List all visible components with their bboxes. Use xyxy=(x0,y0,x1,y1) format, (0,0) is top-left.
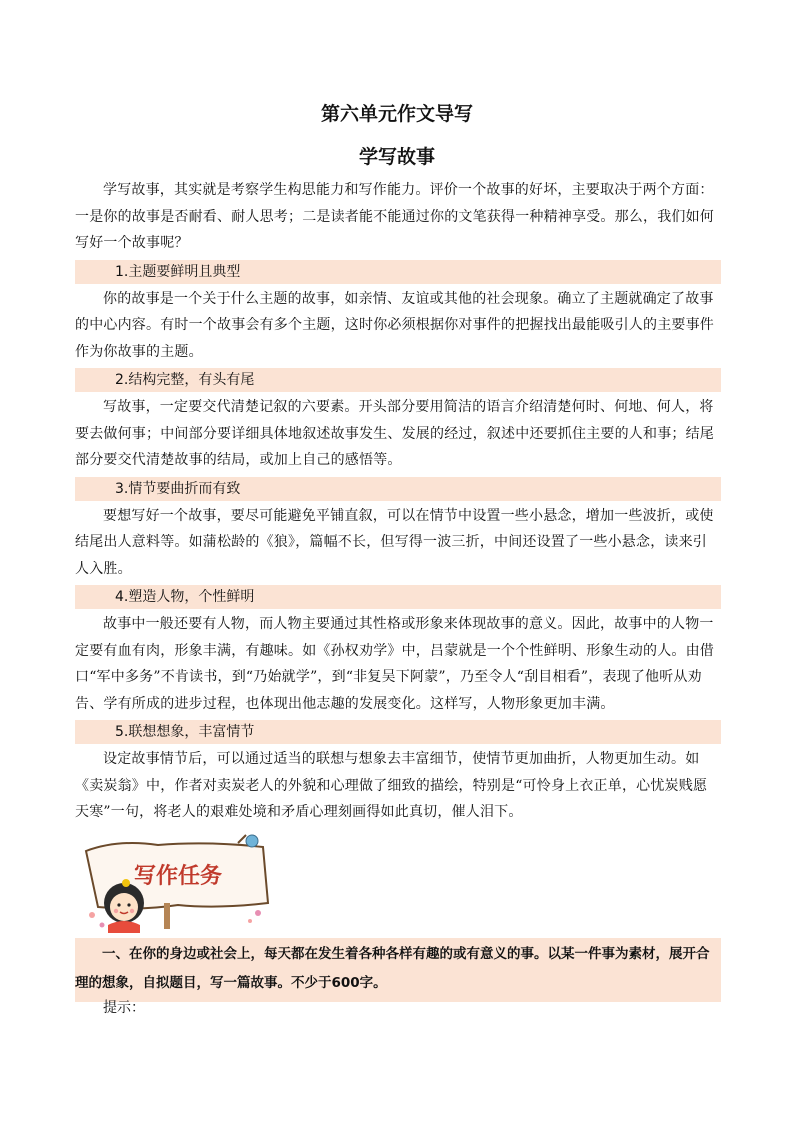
section-paragraph-5: 设定故事情节后，可以通过适当的联想与想象去丰富细节，使情节更加曲折，人物更加生动。如《卖炭翁》中，作者对卖炭老人的外貌和心理做了细致的描绘，特别是“可怜身上衣正单，心忧炭贱愿天寒”一句，将老人的艰难处境和矛盾心理刻画得如此真切，催人泪下。 xyxy=(75,751,708,820)
writing-task-banner xyxy=(78,833,278,933)
intro-paragraph: 学写故事，其实就是考察学生构思能力和写作能力。评价一个故事的好坏，主要取决于两个方面：一是你的故事是否耐看、耐人思考；二是读者能不能通过你的文笔获得一种精神享受。那么，我们如何写好一个故事呢？ xyxy=(75,182,714,251)
writing-task-label: 写作任务 xyxy=(133,863,223,889)
section-heading-1: 1.主题要鲜明且典型 xyxy=(75,260,721,284)
section-paragraph-1: 你的故事是一个关于什么主题的故事，如亲情、友谊或其他的社会现象。确立了主题就确定了故事的中心内容。有时一个故事会有多个主题，这时你必须根据你对事件的把握找出最能吸引人的主要事件作为你故事的主题。 xyxy=(75,290,714,360)
section-heading-2: 2.结构完整，有头有尾 xyxy=(75,368,721,392)
writing-task-text: 一、在你的身边或社会上，每天都在发生着各种各样有趣的或有意义的事。以某一件事为素材，展开合理的想象，自拟题目，写一篇故事。不少于600字。 xyxy=(75,938,721,1002)
hint-label: 提示： xyxy=(103,1000,145,1016)
section-paragraph-2: 写故事，一定要交代清楚记叙的六要素。开头部分要用简洁的语言介绍清楚何时、何地、何人，将要去做何事；中间部分要详细具体地叙述故事发生、发展的经过，叙述中还要抓住主要的人和事；结尾部分要交代清楚故事的结局，或加上自己的感悟等。 xyxy=(75,399,714,468)
section-heading-5: 5.联想想象，丰富情节 xyxy=(75,720,721,744)
section-heading-4: 4.塑造人物，个性鲜明 xyxy=(75,585,721,609)
section-paragraph-4: 故事中一般还要有人物，而人物主要通过其性格或形象来体现故事的意义。因此，故事中的人物一定要有血有肉，形象丰满，有趣味。如《孙权劝学》中，吕蒙就是一个个性鲜明、形象生动的人。由借口“军中多务”不肯读书，到“乃始就学”，到“非复吴下阿蒙”，乃至令人“刮目相看”，表现了他听从劝告、学有所成的进步过程，也体现出他志趣的发展变化。这样写，人物形象更加丰满。 xyxy=(75,616,714,712)
page-subtitle: 学写故事 xyxy=(358,146,435,168)
section-paragraph-3: 要想写好一个故事，要尽可能避免平铺直叙，可以在情节中设置一些小悬念，增加一些波折，或使结尾出人意料等。如蒲松龄的《狼》，篇幅不长，但写得一波三折，中间还设置了一些小悬念，读来引人入胜。 xyxy=(75,507,714,577)
article-body xyxy=(75,177,721,826)
section-heading-3: 3.情节要曲折而有致 xyxy=(75,477,721,501)
page-title: 第六单元作文导写 xyxy=(320,103,473,125)
